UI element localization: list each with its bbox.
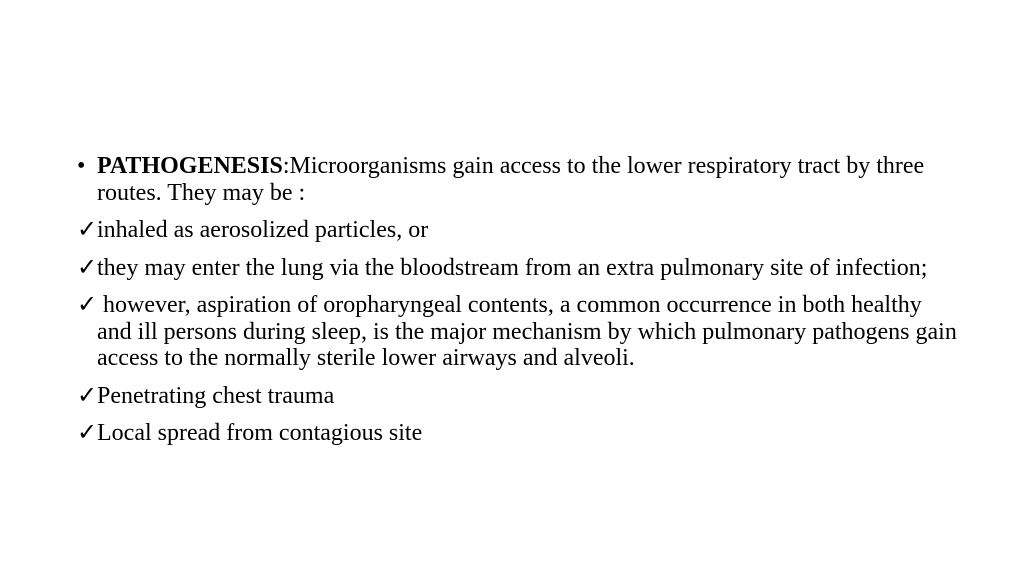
check-icon: ✓ <box>77 420 98 446</box>
route-item-chest-trauma <box>77 383 957 410</box>
intro-text: :Microorganisms gain access to the lower respiratory tract by three routes. They may be : <box>97 153 925 206</box>
route-item-inhaled <box>77 217 957 244</box>
check-icon: ✓ <box>77 217 98 243</box>
slide-body <box>77 153 963 447</box>
route-text: however, aspiration of oropharyngeal contents, a common occurrence in both healthy and ill persons during sleep, is the major mechanism by which pulmonary pathogens gain access to the normally sterile lower airways and alveoli. <box>97 292 963 371</box>
check-icon: ✓ <box>77 254 98 281</box>
route-text: they may enter the lung via the bloodstream from an extra pulmonary site of infection; <box>97 254 928 281</box>
check-icon: ✓ <box>77 292 98 318</box>
bullet-icon: • <box>77 153 86 179</box>
route-item-bloodstream <box>77 255 957 282</box>
route-item-aspiration <box>77 292 963 372</box>
route-text: Local spread from contagious site <box>97 420 423 446</box>
route-text: inhaled as aerosolized particles, or <box>97 217 429 243</box>
check-icon: ✓ <box>77 382 98 409</box>
route-text: Penetrating chest trauma <box>97 382 335 409</box>
section-heading: PATHOGENESIS <box>97 153 283 179</box>
route-item-local-spread <box>77 420 957 447</box>
intro-bullet-item <box>77 153 957 206</box>
